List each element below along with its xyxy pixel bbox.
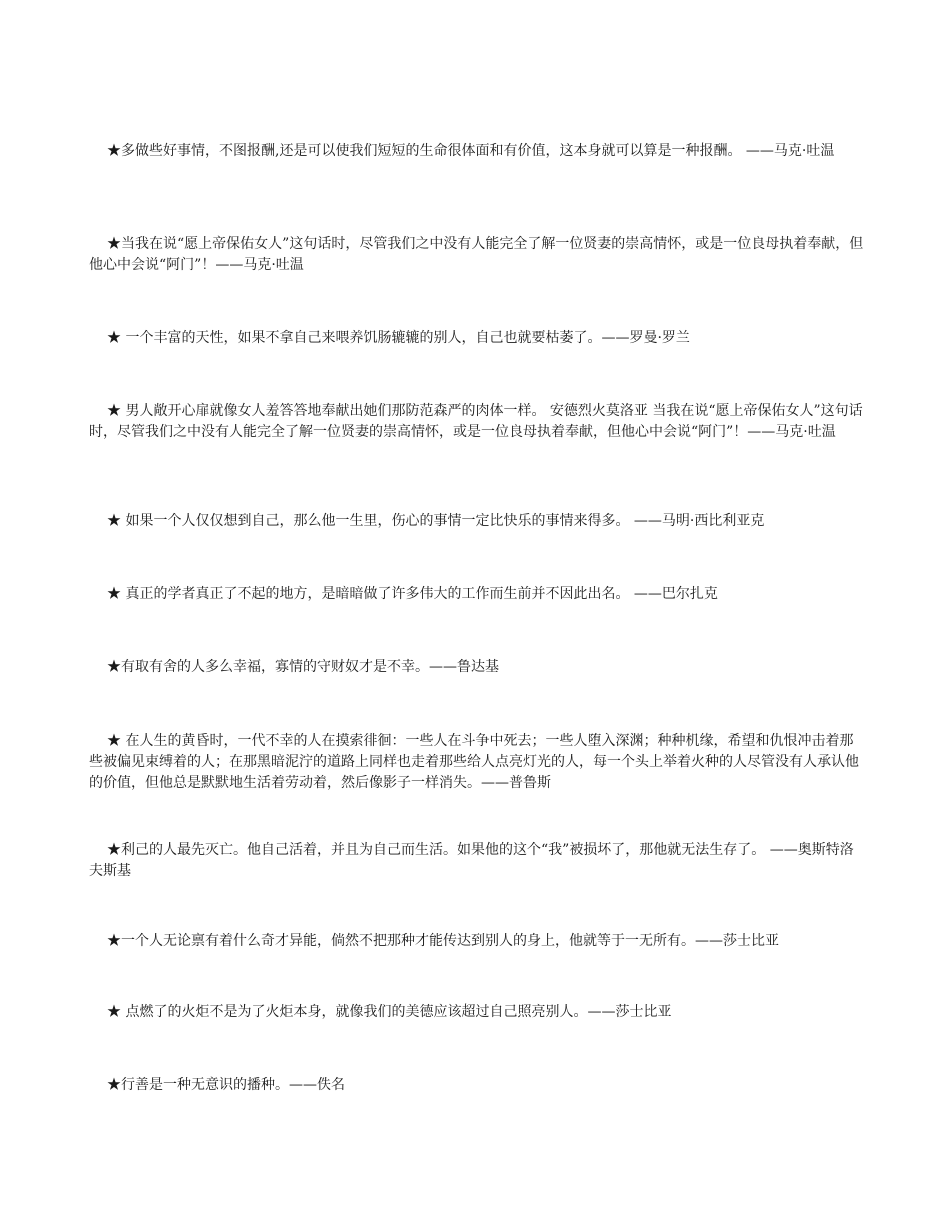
quote-paragraph: ★ 一个丰富的天性，如果不拿自己来喂养饥肠辘辘的别人，自己也就要枯萎了。——罗曼·罗兰: [107, 330, 690, 346]
quote-paragraph: ★ 男人敞开心扉就像女人羞答答地奉献出她们那防范森严的肉体一样。 安德烈火莫洛亚 当我在说“愿上帝保佑女人”这句话时，尽管我们之中没有人能完全了解一位贤妻的崇高情怀，或是一位良母执着奉献，但他心中会说“阿门”！——马克·吐温: [89, 403, 863, 440]
quote-paragraph: ★一个人无论禀有着什么奇才异能，倘然不把那种才能传达到别人的身上，他就等于一无所有。——莎士比亚: [107, 933, 779, 949]
quote-paragraph: ★行善是一种无意识的播种。——佚名: [107, 1077, 345, 1093]
quote-paragraph: ★利己的人最先灭亡。他自己活着，并且为自己而生活。如果他的这个“我”被损坏了，那他就无法生存了。 ——奥斯特洛夫斯基: [89, 842, 854, 879]
quote-paragraph: ★ 如果一个人仅仅想到自己，那么他一生里，伤心的事情一定比快乐的事情来得多。 ——马明·西比利亚克: [107, 513, 765, 529]
quote-paragraph: ★ 点燃了的火炬不是为了火炬本身，就像我们的美德应该超过自己照亮别人。——莎士比亚: [107, 1004, 672, 1020]
quote-paragraph: ★当我在说“愿上帝保佑女人”这句话时，尽管我们之中没有人能完全了解一位贤妻的崇高情怀，或是一位良母执着奉献，但他心中会说“阿门”！——马克·吐温: [89, 236, 864, 273]
quote-paragraph: ★ 在人生的黄昏时，一代不幸的人在摸索徘徊：一些人在斗争中死去；一些人堕入深渊；种种机缘，希望和仇恨冲击着那些被偏见束缚着的人；在那黑暗泥泞的道路上同样也走着那些给人点亮灯光的人，每一个头上举着火种的人尽管没有人承认他的价值，但他总是默默地生活着劳动着，然后像影子一样消失。——普鲁斯: [89, 733, 859, 791]
quote-paragraph: ★ 真正的学者真正了不起的地方，是暗暗做了许多伟大的工作而生前并不因此出名。 ——巴尔扎克: [107, 586, 718, 602]
quote-paragraph: ★有取有舍的人多么幸福，寡情的守财奴才是不幸。——鲁达基: [107, 659, 499, 675]
quote-paragraph: ★多做些好事情，不图报酬,还是可以使我们短短的生命很体面和有价值，这本身就可以算是一种报酬。 ——马克·吐温: [107, 143, 835, 159]
